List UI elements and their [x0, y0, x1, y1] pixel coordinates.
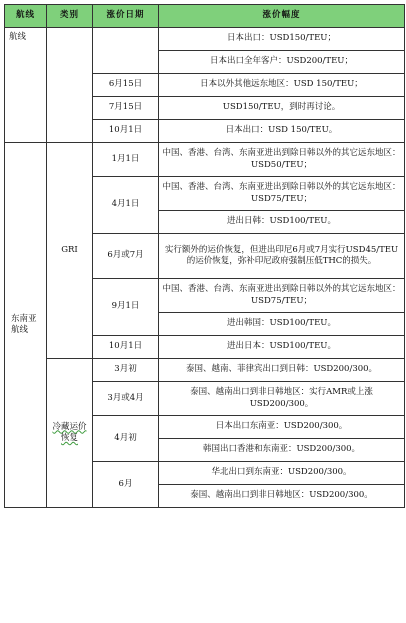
amount-cell: 韩国出口香港和东南亚：USD200/300。	[159, 439, 405, 462]
amount-cell: 中国、香港、台湾、东南亚进出到除日韩以外的其它远东地区：USD75/TEU；	[159, 177, 405, 211]
date-cell: 7月15日	[93, 97, 159, 120]
date-cell: 10月1日	[93, 120, 159, 143]
amount-cell: 日本出口东南亚：USD200/300。	[159, 416, 405, 439]
table-row	[5, 143, 405, 177]
date-cell: 3月或4月	[93, 382, 159, 416]
category-cold-label: 冷藏运价恢复	[52, 421, 87, 443]
category-cell	[47, 28, 93, 143]
amount-cell: 进出韩国：USD100/TEU。	[159, 313, 405, 336]
date-cell: 6月	[93, 462, 159, 508]
date-cell: 4月1日	[93, 177, 159, 234]
header-category: 类别	[47, 5, 93, 28]
amount-cell: 泰国、越南、菲律宾出口到日韩：USD200/300。	[159, 359, 405, 382]
date-cell: 6月或7月	[93, 234, 159, 279]
rate-increase-table	[4, 4, 405, 508]
amount-cell: 进出日韩：USD100/TEU。	[159, 211, 405, 234]
header-date: 涨价日期	[93, 5, 159, 28]
amount-cell: 泰国、越南出口到非日韩地区：实行AMR或上涨USD200/300。	[159, 382, 405, 416]
amount-cell: 泰国、越南出口到非日韩地区：USD200/300。	[159, 485, 405, 508]
amount-cell: 进出日本：USD100/TEU。	[159, 336, 405, 359]
amount-cell: 华北出口到东南亚：USD200/300。	[159, 462, 405, 485]
header-route: 航线	[5, 5, 47, 28]
category-cell	[47, 359, 93, 508]
table-row	[5, 359, 405, 382]
date-cell: 9月1日	[93, 279, 159, 336]
amount-cell: USD150/TEU，到时再讨论。	[159, 97, 405, 120]
route-cell: 航线	[5, 28, 47, 143]
header-amount: 涨价幅度	[159, 5, 405, 28]
route-cell: 东南亚航线	[5, 143, 47, 508]
date-cell: 4月初	[93, 416, 159, 462]
amount-cell: 中国、香港、台湾、东南亚进出到除日韩以外的其它远东地区：USD75/TEU；	[159, 279, 405, 313]
category-cell: GRI	[47, 143, 93, 359]
amount-cell: 中国、香港、台湾、东南亚进出到除日韩以外的其它远东地区：USD50/TEU；	[159, 143, 405, 177]
table-row	[5, 28, 405, 51]
date-cell	[93, 28, 159, 74]
amount-cell: 日本出口全年客户：USD200/TEU；	[159, 51, 405, 74]
date-cell: 1月1日	[93, 143, 159, 177]
amount-cell: 日本出口：USD150/TEU；	[159, 28, 405, 51]
date-cell: 10月1日	[93, 336, 159, 359]
table-header-row	[5, 5, 405, 28]
amount-cell: 日本以外其他远东地区：USD 150/TEU；	[159, 74, 405, 97]
amount-cell: 实行额外的运价恢复，但进出印尼6月或7月实行USD45/TEU的运价恢复，弥补印尼政府强制压低THC的损失。	[159, 234, 405, 279]
date-cell: 6月15日	[93, 74, 159, 97]
amount-cell: 日本出口：USD 150/TEU。	[159, 120, 405, 143]
date-cell: 3月初	[93, 359, 159, 382]
